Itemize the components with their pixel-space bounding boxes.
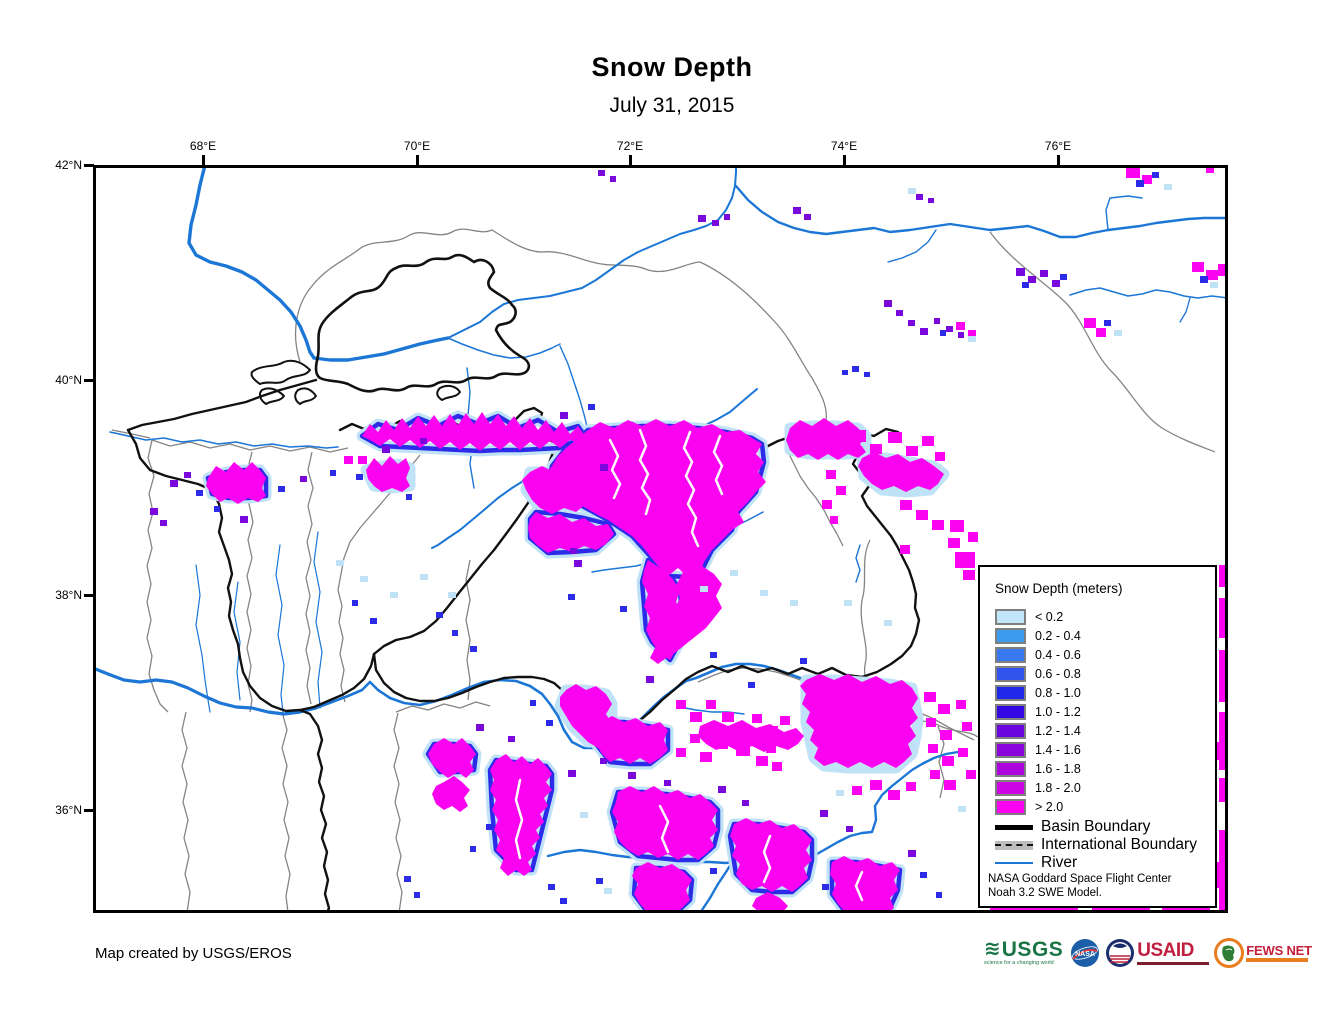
xaxis-label-74e: 74°E: [830, 139, 858, 153]
yaxis-label-40n: 40°N: [55, 373, 82, 387]
legend-class-label: 1.0 - 1.2: [1035, 704, 1081, 719]
usaid-logo-text: USAID: [1137, 939, 1194, 961]
tick-74e: [843, 155, 846, 165]
xaxis-label-76e: 76°E: [1044, 139, 1072, 153]
legend-title: Snow Depth (meters): [995, 581, 1123, 596]
legend-international-row: [995, 836, 1205, 854]
usgs-logo: [984, 939, 1063, 967]
legend-basin-row: [995, 818, 1205, 836]
legend-swatch: [995, 609, 1026, 625]
logo-strip: [984, 936, 1312, 969]
legend-swatch: [995, 685, 1026, 701]
page-title: Snow Depth: [591, 52, 753, 82]
legend-class-row: [995, 645, 1081, 664]
usaid-logo: [1105, 938, 1209, 968]
tick-76e: [1057, 155, 1060, 165]
legend-swatch: [995, 723, 1026, 739]
page-date: July 31, 2015: [609, 94, 735, 117]
fews-net-tagline-bar: [1246, 958, 1308, 962]
legend-source-line2: Noah 3.2 SWE Model.: [988, 886, 1102, 899]
legend-swatch: [995, 742, 1026, 758]
legend-class-row: [995, 740, 1081, 759]
usgs-logo-text: USGS: [1001, 937, 1064, 961]
usaid-tagline-bar: [1137, 962, 1209, 965]
map-credit: Map created by USGS/EROS: [95, 945, 292, 962]
legend-river-row: [995, 854, 1205, 872]
xaxis-label-72e: 72°E: [616, 139, 644, 153]
usaid-emblem-icon: [1105, 938, 1135, 968]
usgs-wave-icon: ≋: [984, 938, 1001, 961]
legend-class-label: 1.6 - 1.8: [1035, 761, 1081, 776]
yaxis-label-36n: 36°N: [55, 803, 82, 817]
legend-source-line1: NASA Goddard Space Flight Center: [988, 873, 1172, 885]
xaxis-label-68e: 68°E: [189, 139, 217, 153]
legend-class-row: [995, 702, 1081, 721]
legend-class-row: [995, 778, 1081, 797]
xaxis-label-70e: 70°E: [403, 139, 431, 153]
fews-net-logo: [1214, 938, 1312, 968]
legend-river-label: River: [1041, 854, 1078, 871]
yaxis-label-38n: 38°N: [55, 588, 82, 602]
legend-swatch: [995, 780, 1026, 796]
tick-68e: [202, 155, 205, 165]
legend-class-row: [995, 626, 1081, 645]
legend-class-row: [995, 721, 1081, 740]
legend-class-label: 1.2 - 1.4: [1035, 723, 1081, 738]
legend-class-row: [995, 797, 1081, 816]
basin-boundary-symbol: [995, 825, 1033, 830]
legend-swatch: [995, 761, 1026, 777]
legend-international-label: International Boundary: [1041, 836, 1197, 853]
fews-net-logo-text: FEWS NET: [1246, 942, 1312, 958]
river-symbol: [995, 862, 1033, 865]
legend-class-label: 0.4 - 0.6: [1035, 647, 1081, 662]
legend-line-list: [995, 818, 1205, 872]
legend-class-label: 0.2 - 0.4: [1035, 628, 1081, 643]
legend-swatch: [995, 799, 1026, 815]
map-legend: [978, 565, 1217, 908]
legend-class-row: [995, 607, 1081, 626]
legend-class-label: 0.6 - 0.8: [1035, 666, 1081, 681]
nasa-logo: [1070, 938, 1100, 968]
tick-70e: [416, 155, 419, 165]
legend-class-label: 1.4 - 1.6: [1035, 742, 1081, 757]
legend-swatch: [995, 666, 1026, 682]
legend-class-list: [995, 607, 1081, 816]
legend-swatch: [995, 647, 1026, 663]
legend-class-row: [995, 664, 1081, 683]
fews-net-globe-icon: [1214, 938, 1244, 968]
legend-class-row: [995, 683, 1081, 702]
legend-basin-label: Basin Boundary: [1041, 818, 1151, 835]
legend-swatch: [995, 628, 1026, 644]
legend-class-label: > 2.0: [1035, 799, 1064, 814]
legend-class-label: < 0.2: [1035, 609, 1064, 624]
yaxis-label-42n: 42°N: [55, 158, 82, 172]
tick-72e: [629, 155, 632, 165]
legend-class-label: 1.8 - 2.0: [1035, 780, 1081, 795]
legend-swatch: [995, 704, 1026, 720]
svg-text:NASA: NASA: [1075, 950, 1096, 958]
usgs-tagline: science for a changing world: [984, 959, 1054, 966]
legend-class-label: 0.8 - 1.0: [1035, 685, 1081, 700]
legend-class-row: [995, 759, 1081, 778]
legend-source-note: [988, 873, 1171, 900]
international-boundary-symbol: [995, 841, 1033, 850]
